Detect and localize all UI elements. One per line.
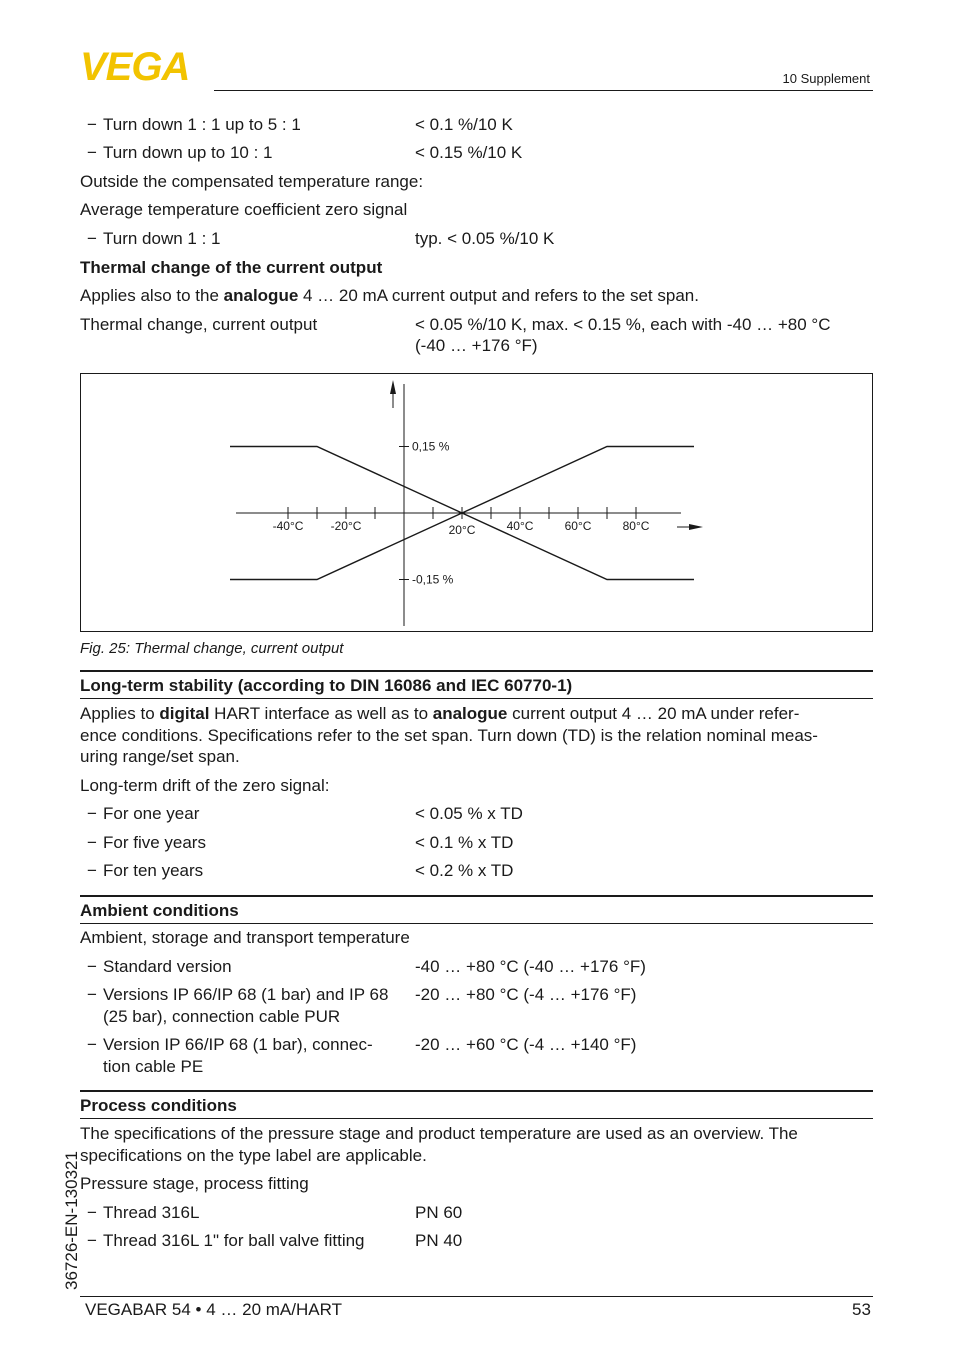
spec-label: − Standard version: [103, 956, 232, 978]
stability-heading: Long-term stability (according to DIN 16086 and IEC 60770-1): [80, 676, 573, 695]
figure-caption: Fig. 25: Thermal change, current output: [80, 640, 344, 657]
thermal-chart: [81, 374, 872, 631]
y-arrow-head: [390, 380, 396, 394]
spec-label: − Turn down 1 : 1: [103, 228, 221, 250]
thermal-row-value-2: (-40 … +176 °F): [415, 336, 538, 355]
header-rule: [214, 90, 873, 91]
stability-paragraph: Applies to digital HART interface as well as to analogue current output 4 … 20 mA under refer- ence conditions. Specifications refer to the set span. Turn down (TD) is the relation nominal meas- uring range/set span.: [80, 704, 818, 766]
ambient-intro: Ambient, storage and transport temperature: [80, 928, 410, 947]
spec-label: − Thread 316L: [103, 1202, 199, 1224]
thermal-row-label: Thermal change, current output: [80, 315, 318, 334]
avg-temp-coeff-text: Average temperature coefficient zero signal: [80, 200, 408, 219]
spec-value: PN 40: [415, 1231, 463, 1250]
spec-value: < 0.1 % x TD: [415, 833, 514, 852]
spec-label: − For five years: [103, 832, 206, 854]
page-number: 53: [852, 1300, 871, 1319]
drift-text: Long-term drift of the zero signal:: [80, 776, 330, 795]
spec-value: -20 … +60 °C (-4 … +140 °F): [415, 1035, 637, 1054]
spec-label: − Versions IP 66/IP 68 (1 bar) and IP 68: [103, 984, 388, 1006]
x-tick-label: 80°C: [622, 519, 650, 533]
x-tick-label: 40°C: [506, 519, 534, 533]
spec-value: < 0.05 % x TD: [415, 804, 523, 823]
spec-value: -40 … +80 °C (-40 … +176 °F): [415, 957, 646, 976]
vega-logo: [80, 50, 212, 91]
process-text-2: specifications on the type label are applicable.: [80, 1146, 427, 1165]
pressure-text: Pressure stage, process fitting: [80, 1174, 309, 1193]
process-heading: Process conditions: [80, 1096, 237, 1115]
spec-label: − For ten years: [103, 860, 203, 882]
footer-rule: [80, 1296, 873, 1297]
thermal-row-value: < 0.05 %/10 K, max. < 0.15 %, each with -40 … +80 °C: [415, 315, 831, 334]
svg-text:VEGA: VEGA: [80, 50, 190, 84]
section-rule: [80, 923, 873, 924]
thermal-applies-text: Applies also to the analogue 4 … 20 mA current output and refers to the set span.: [80, 286, 699, 305]
spec-value: PN 60: [415, 1203, 463, 1222]
spec-value: < 0.1 %/10 K: [415, 115, 513, 134]
doc-id: 36726-EN-130321: [62, 1151, 81, 1290]
thermal-heading: Thermal change of the current output: [80, 258, 383, 277]
y-tick-label: 0,15 %: [412, 439, 450, 454]
x-tick-label: 20°C: [448, 523, 476, 537]
section-rule: [80, 1118, 873, 1119]
section-rule: [80, 895, 873, 897]
section-rule: [80, 698, 873, 699]
spec-value: typ. < 0.05 %/10 K: [415, 229, 555, 248]
spec-label: − For one year: [103, 803, 199, 825]
spec-label-cont: tion cable PE: [103, 1057, 204, 1076]
spec-value: -20 … +80 °C (-4 … +176 °F): [415, 985, 637, 1004]
section-rule: [80, 670, 873, 672]
figure-box: [80, 373, 873, 632]
spec-label-cont: (25 bar), connection cable PUR: [103, 1007, 341, 1026]
process-text-1: The specifications of the pressure stage and product temperature are used as an overview. The: [80, 1124, 798, 1143]
spec-value: < 0.15 %/10 K: [415, 143, 523, 162]
ambient-heading: Ambient conditions: [80, 901, 239, 920]
x-tick-label: -40°C: [272, 519, 304, 533]
section-label: 10 Supplement: [782, 71, 870, 86]
section-rule: [80, 1090, 873, 1092]
x-tick-label: -20°C: [330, 519, 362, 533]
spec-value: < 0.2 % x TD: [415, 861, 514, 880]
x-arrow-head: [689, 524, 703, 530]
spec-label: − Turn down 1 : 1 up to 5 : 1: [103, 114, 301, 136]
y-tick-label: -0,15 %: [412, 572, 454, 587]
outside-range-text: Outside the compensated temperature range:: [80, 172, 424, 191]
spec-label: − Thread 316L 1" for ball valve fitting: [103, 1230, 365, 1252]
footer-product: VEGABAR 54 • 4 … 20 mA/HART: [85, 1300, 342, 1319]
spec-label: − Turn down up to 10 : 1: [103, 142, 272, 164]
spec-label: − Version IP 66/IP 68 (1 bar), connec-: [103, 1034, 373, 1056]
x-tick-label: 60°C: [564, 519, 592, 533]
vega-logo-icon: [80, 50, 212, 84]
